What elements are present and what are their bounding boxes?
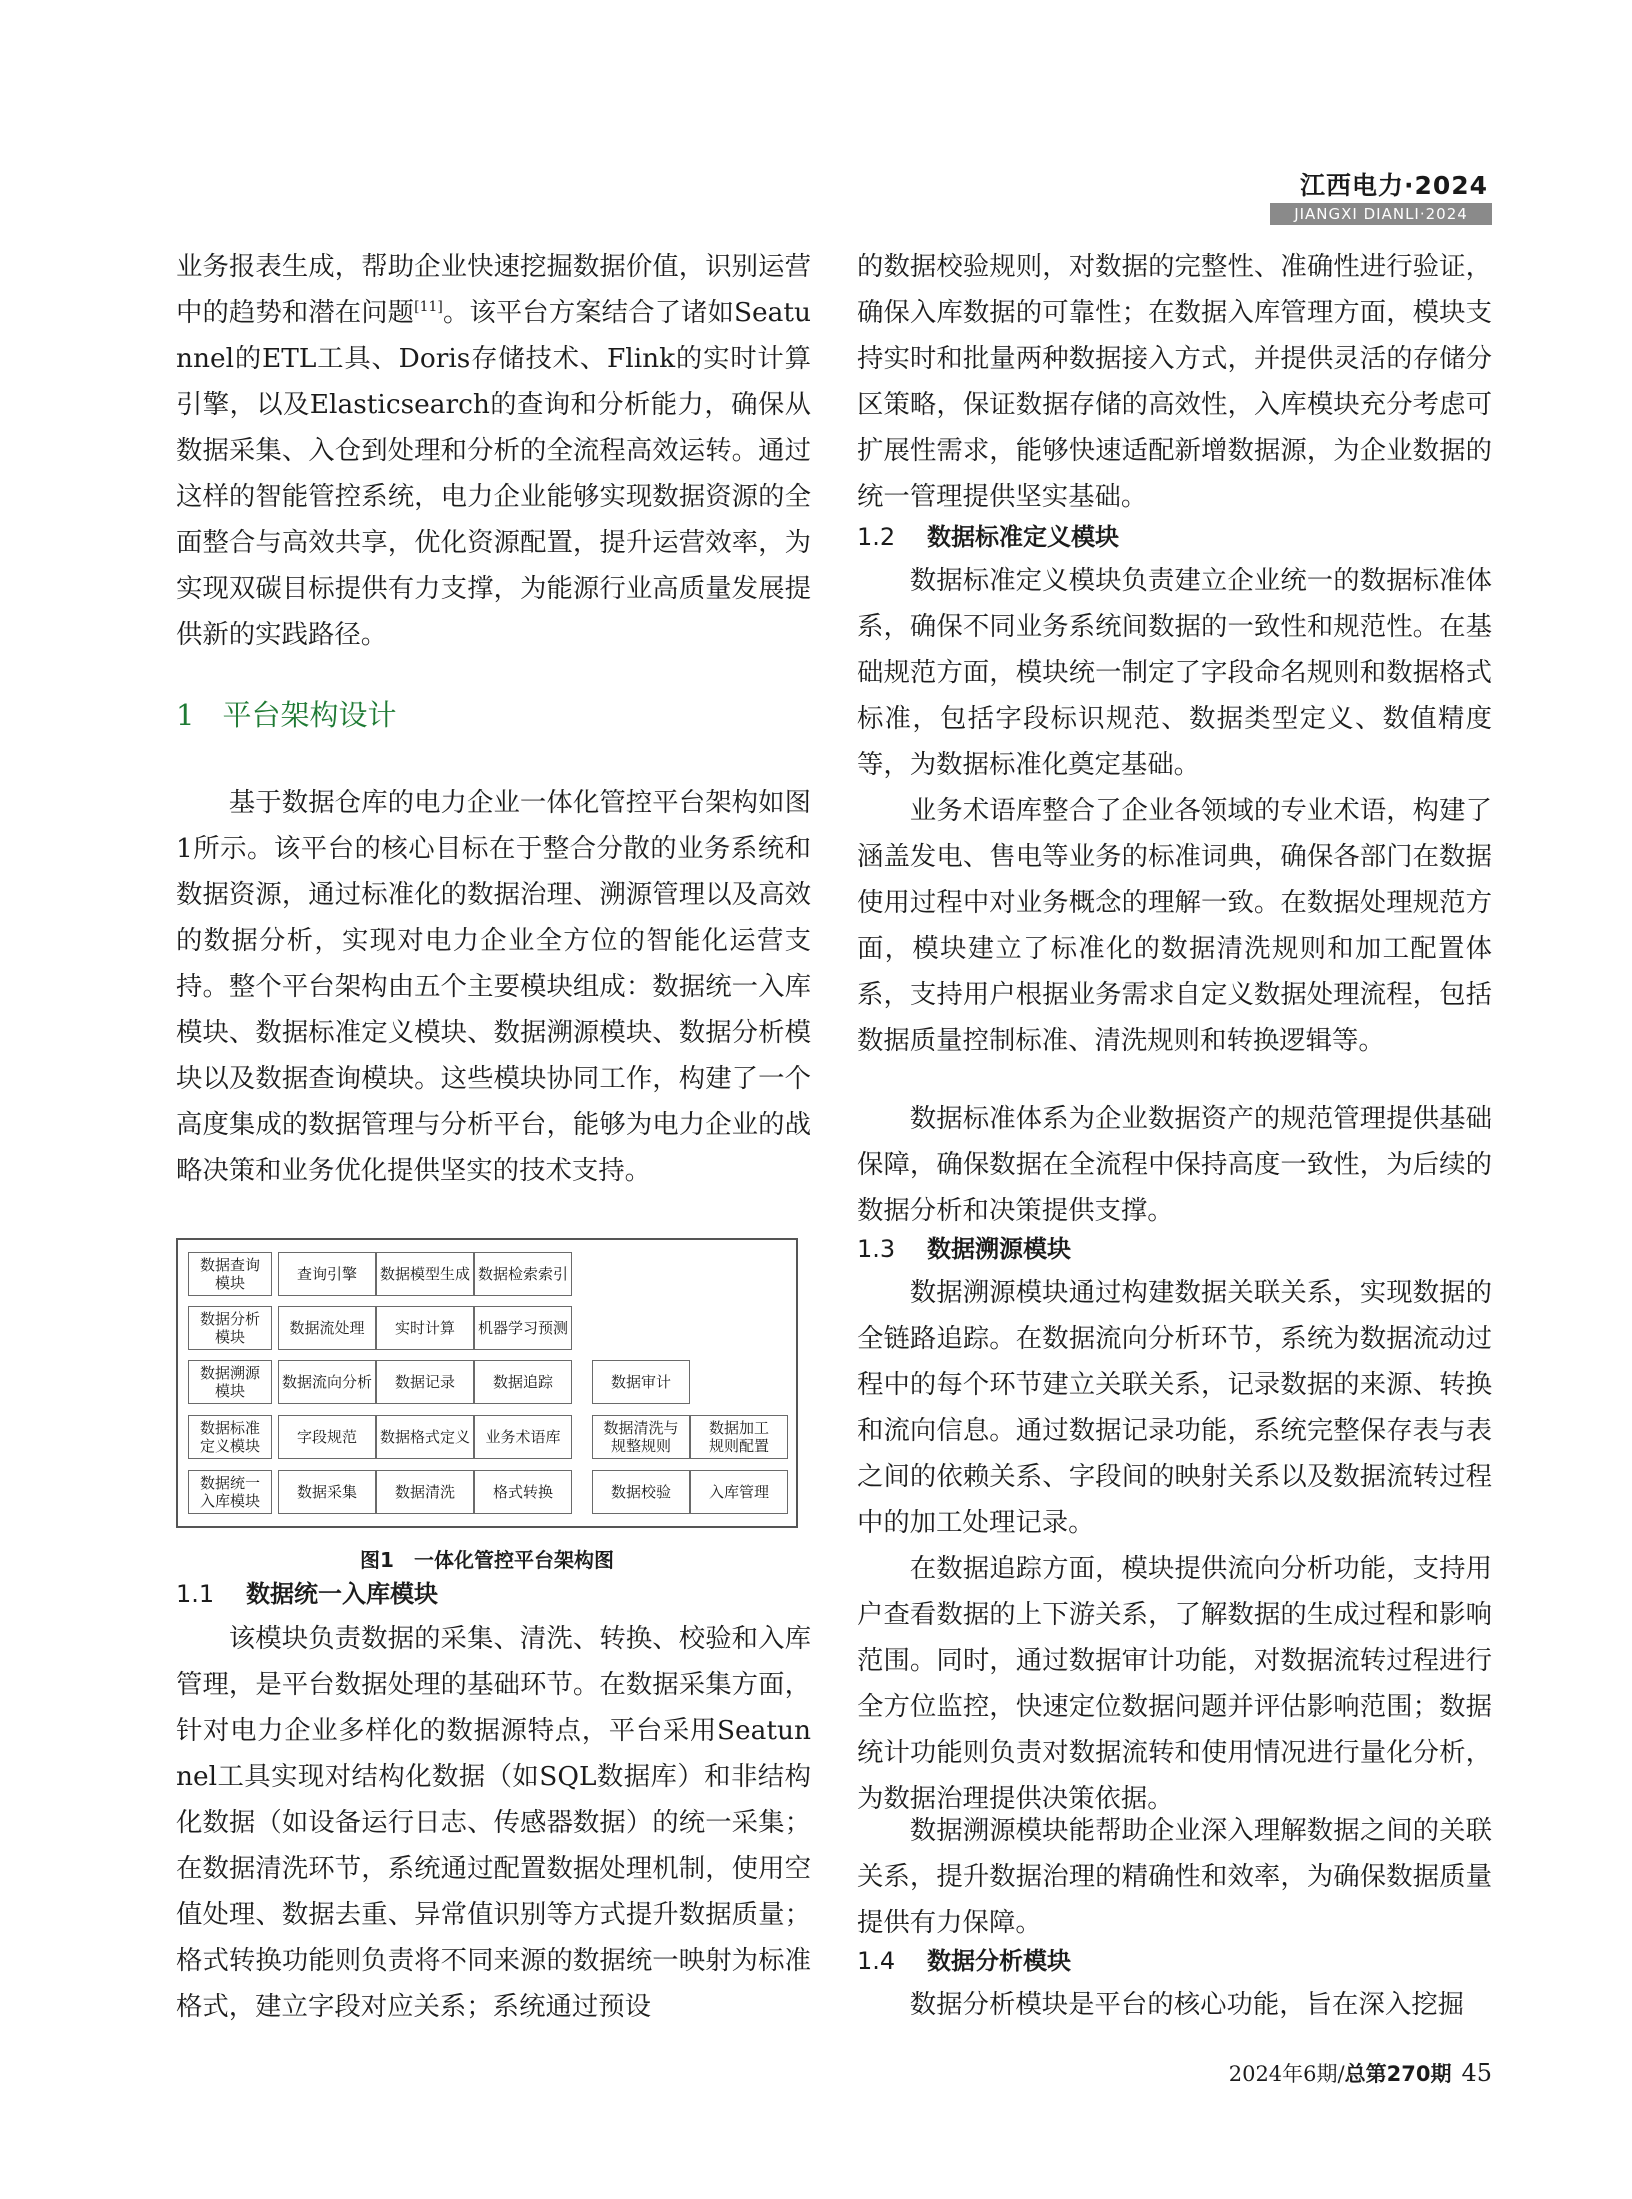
function-box: 实时计算: [376, 1306, 474, 1350]
module-box: 数据分析 模块: [188, 1306, 272, 1350]
function-box: 数据模型生成: [376, 1252, 474, 1296]
citation-ref: [11]: [414, 299, 443, 316]
subsection-number: 1.3: [857, 1235, 896, 1263]
issue-date: 2024年6期/: [1228, 2062, 1345, 2086]
journal-title: 江西电力·2024: [1300, 171, 1489, 200]
function-box: 数据采集: [278, 1470, 376, 1514]
function-box: 数据记录: [376, 1360, 474, 1404]
issue-number: 总第270期: [1344, 2062, 1452, 2086]
function-box: 数据清洗: [376, 1470, 474, 1514]
function-box: 数据流向分析: [278, 1360, 376, 1404]
subsection-heading-1-4: [857, 1943, 1492, 1979]
page-footer: [1200, 2058, 1492, 2092]
function-box: 数据审计: [592, 1360, 690, 1404]
subsection-title: 数据溯源模块: [927, 1235, 1071, 1263]
function-box: 机器学习预测: [474, 1306, 572, 1350]
module-box: 数据溯源 模块: [188, 1360, 272, 1404]
subsection-1-2-paragraph-a: 数据标准定义模块负责建立企业统一的数据标准体系，确保不同业务系统间数据的一致性和规范性。在基础规范方面，模块统一制定了字段命名规则和数据格式标准，包括字段标识规范、数据类型定义、数值精度等，为数据标准化奠定基础。: [857, 565, 1492, 780]
function-box: 格式转换: [474, 1470, 572, 1514]
subsection-1-3-paragraph-a: 数据溯源模块通过构建数据关联关系，实现数据的全链路追踪。在数据流向分析环节，系统为数据流动过程中的每个环节建立关联关系，记录数据的来源、转换和流向信息。通过数据记录功能，系统完整保存表与表之间的依赖关系、字段间的映射关系以及数据流转过程中的加工处理记录。: [857, 1277, 1492, 1538]
left-intro-paragraph: [176, 244, 811, 658]
subsection-1-2-paragraph-c: 数据标准体系为企业数据资产的规范管理提供基础保障，确保数据在全流程中保持高度一致性，为后续的数据分析和决策提供支撑。: [857, 1103, 1492, 1226]
page-number: 45: [1461, 2059, 1492, 2087]
subsection-1-3-paragraph-c: 数据溯源模块能帮助企业深入理解数据之间的关联关系，提升数据治理的精确性和效率，为确保数据质量提供有力保障。: [857, 1815, 1492, 1938]
section-number: 1: [176, 698, 195, 732]
section-1-paragraph: 基于数据仓库的电力企业一体化管控平台架构如图1所示。该平台的核心目标在于整合分散的业务系统和数据资源，通过标准化的数据治理、溯源管理以及高效的数据分析，实现对电力企业全方位的智能化运营支持。整个平台架构由五个主要模块组成：数据统一入库模块、数据标准定义模块、数据溯源模块、数据分析模块以及数据查询模块。这些模块协同工作，构建了一个高度集成的数据管理与分析平台，能够为电力企业的战略决策和业务优化提供坚实的技术支持。: [176, 787, 811, 1186]
subsection-number: 1.4: [857, 1947, 896, 1975]
architecture-figure: [176, 1238, 798, 1528]
function-box: 数据追踪: [474, 1360, 572, 1404]
function-box: 业务术语库: [474, 1415, 572, 1459]
subsection-1-2-paragraph-b: 业务术语库整合了企业各领域的专业术语，构建了涵盖发电、售电等业务的标准词典，确保各部门在数据使用过程中对业务概念的理解一致。在数据处理规范方面，模块建立了标准化的数据清洗规则和加工配置体系，支持用户根据业务需求自定义数据处理流程，包括数据质量控制标准、清洗规则和转换逻辑等。: [857, 795, 1492, 1056]
function-box: 数据流处理: [278, 1306, 376, 1350]
module-box: 数据查询 模块: [188, 1252, 272, 1296]
function-box: 入库管理: [690, 1470, 788, 1514]
left-intro-text-rest: 。该平台方案结合了诸如Seatunnel的ETL工具、Doris存储技术、Flink的实时计算引擎，以及Elasticsearch的查询和分析能力，确保从数据采集、入仓到处理和分析的全流程高效运转。通过这样的智能管控系统，电力企业能够实现数据资源的全面整合与高效共享，优化资源配置，提升运营效率，为实现双碳目标提供有力支撑，为能源行业高质量发展提供新的实践路径。: [176, 297, 811, 650]
function-box: 数据加工 规则配置: [690, 1415, 788, 1459]
journal-subtitle: JIANGXI DIANLI·2024: [1270, 203, 1492, 225]
subsection-1-4-paragraph: 数据分析模块是平台的核心功能，旨在深入挖掘: [909, 1989, 1464, 2020]
figure-title: 一体化管控平台架构图: [413, 1548, 614, 1572]
function-box: 查询引擎: [278, 1252, 376, 1296]
figure-label: 图1: [360, 1548, 394, 1572]
function-box: 数据检索索引: [474, 1252, 572, 1296]
subsection-1-3-paragraph-b: 在数据追踪方面，模块提供流向分析功能，支持用户查看数据的上下游关系，了解数据的生成过程和影响范围。同时，通过数据审计功能，对数据流转过程进行全方位监控，快速定位数据问题并评估影响范围；数据统计功能则负责对数据流转和使用情况进行量化分析，为数据治理提供决策依据。: [857, 1553, 1492, 1814]
right-intro-paragraph: 的数据校验规则，对数据的完整性、准确性进行验证，确保入库数据的可靠性；在数据入库管理方面，模块支持实时和批量两种数据接入方式，并提供灵活的存储分区策略，保证数据存储的高效性，入库模块充分考虑可扩展性需求，能够快速适配新增数据源，为企业数据的统一管理提供坚实基础。: [857, 251, 1492, 512]
function-box: 数据清洗与 规整规则: [592, 1415, 690, 1459]
subsection-heading-1-3: [857, 1231, 1492, 1267]
function-box: 数据校验: [592, 1470, 690, 1514]
subsection-1-1-paragraph: 该模块负责数据的采集、清洗、转换、校验和入库管理，是平台数据处理的基础环节。在数据采集方面，针对电力企业多样化的数据源特点，平台采用Seatunnel工具实现对结构化数据（如SQL数据库）和非结构化数据（如设备运行日志、传感器数据）的统一采集；在数据清洗环节，系统通过配置数据处理机制，使用空值处理、数据去重、异常值识别等方式提升数据质量；格式转换功能则负责将不同来源的数据统一映射为标准格式，建立字段对应关系；系统通过预设: [176, 1623, 811, 2022]
figure-caption: [176, 1544, 798, 1574]
left-intro-text: 业务报表生成，帮助企业快速挖掘数据价值，识别运营中的趋势和潜在问题: [176, 251, 811, 328]
module-box: 数据统一 入库模块: [188, 1470, 272, 1514]
subsection-heading-1-1: [176, 1576, 811, 1612]
subsection-number: 1.1: [176, 1580, 215, 1608]
subsection-heading-1-2: [857, 519, 1492, 555]
section-heading-1: [176, 693, 811, 733]
subsection-number: 1.2: [857, 523, 896, 551]
module-box: 数据标准 定义模块: [188, 1415, 272, 1459]
section-title: 平台架构设计: [222, 698, 397, 732]
subsection-title: 数据统一入库模块: [246, 1580, 438, 1608]
subsection-title: 数据标准定义模块: [927, 523, 1119, 551]
function-box: 数据格式定义: [376, 1415, 474, 1459]
subsection-title: 数据分析模块: [927, 1947, 1071, 1975]
function-box: 字段规范: [278, 1415, 376, 1459]
